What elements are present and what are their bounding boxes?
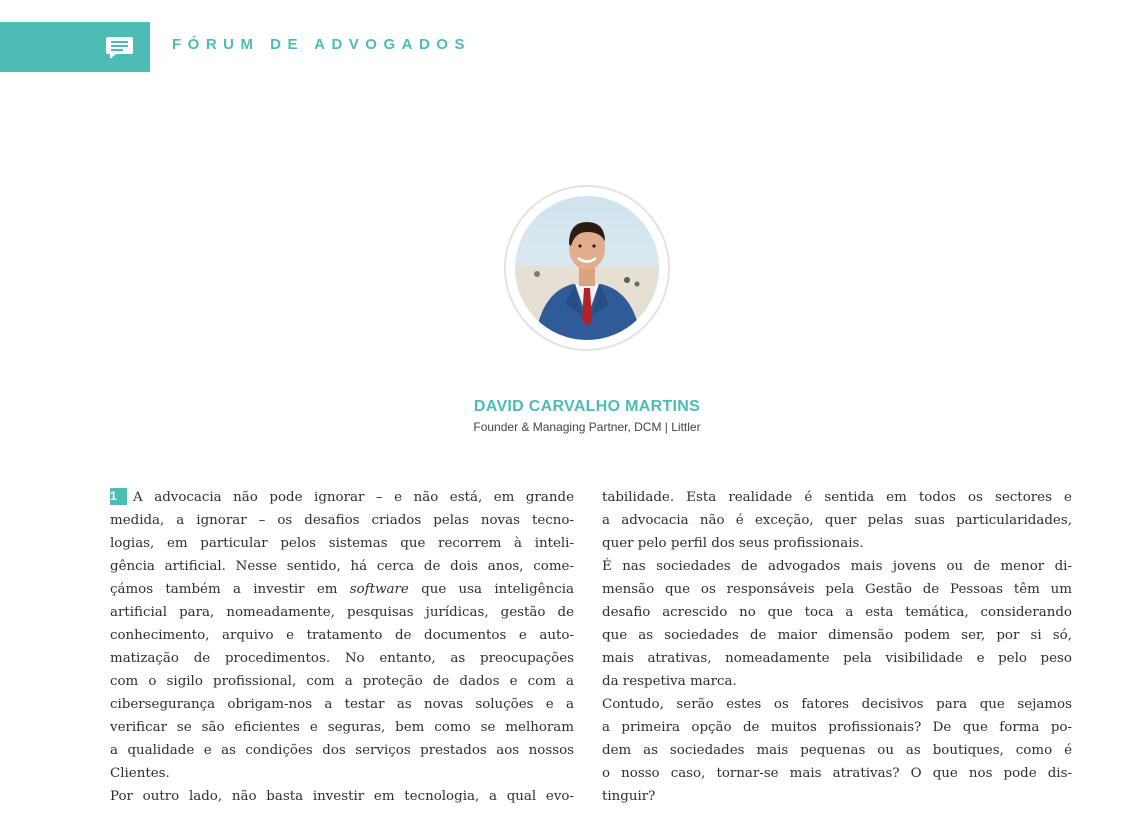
question-number-badge: 1 bbox=[110, 488, 127, 505]
text-line: artificial para, nomeadamente, pesquisas jurídicas, gestão de bbox=[110, 605, 574, 620]
article-column-right bbox=[602, 486, 1072, 808]
text-line: logias, em particular pelos sistemas que recorrem à inteli- bbox=[110, 536, 574, 551]
author-byline bbox=[0, 398, 1142, 434]
article-column-left bbox=[110, 486, 574, 808]
section-title: FÓRUM DE ADVOGADOS bbox=[172, 36, 471, 53]
text-line: É nas sociedades de advogados mais jovens ou de menor di- bbox=[602, 559, 1072, 574]
text-line-content: A advocacia não pode ignorar – e não está, em grande bbox=[133, 490, 574, 505]
text-line bbox=[110, 578, 574, 601]
text-line bbox=[110, 486, 574, 509]
text-line: a primeira opção de muitos profissionais? De que forma po- bbox=[602, 720, 1072, 735]
author-photo bbox=[515, 196, 659, 340]
speech-bubble-icon bbox=[105, 35, 135, 61]
text-line: desafio acrescido no que toca a esta temática, considerando bbox=[602, 605, 1072, 620]
section-header-tab bbox=[0, 22, 150, 72]
text-line: tinguir? bbox=[602, 789, 656, 804]
text-line: Contudo, serão estes os fatores decisivos para que sejamos bbox=[602, 697, 1072, 712]
text-line: gência artificial. Nesse sentido, há cerca de dois anos, come- bbox=[110, 559, 574, 574]
text-line: o nosso caso, tornar-se mais atrativas? O que nos pode dis- bbox=[602, 766, 1072, 781]
text-line: a qualidade e as condições dos serviços prestados aos nossos bbox=[110, 743, 574, 758]
text-line: a advocacia não é exceção, quer pelas suas particularidades, bbox=[602, 513, 1072, 528]
italic-term: software bbox=[349, 582, 409, 597]
text-line: da respetiva marca. bbox=[602, 674, 737, 689]
text-fragment: çámos também a investir em bbox=[110, 582, 350, 597]
text-line: verificar se são eficientes e seguras, bem como se melhoram bbox=[110, 720, 574, 735]
text-line: Clientes. bbox=[110, 766, 170, 781]
text-line: mensão que os responsáveis pela Gestão de Pessoas têm um bbox=[602, 582, 1072, 597]
text-fragment: que usa inteligência bbox=[408, 582, 574, 597]
text-line: medida, a ignorar – os desafios criados pelas novas tecno- bbox=[110, 513, 574, 528]
author-photo-frame bbox=[504, 185, 670, 351]
text-line: matização de procedimentos. No entanto, as preocupações bbox=[110, 651, 574, 666]
author-role: Founder & Managing Partner, DCM | Littler bbox=[473, 420, 701, 434]
text-line: dem as sociedades mais pequenas ou as boutiques, como é bbox=[602, 743, 1072, 758]
text-line: Por outro lado, não basta investir em tecnologia, a qual evo- bbox=[110, 789, 574, 804]
text-line: com o sigilo profissional, com a proteção de dados e com a bbox=[110, 674, 574, 689]
text-line: conhecimento, arquivo e tratamento de documentos e auto- bbox=[110, 628, 574, 643]
text-line: tabilidade. Esta realidade é sentida em todos os sectores e bbox=[602, 490, 1072, 505]
text-line: que as sociedades de maior dimensão podem ser, por si só, bbox=[602, 628, 1072, 643]
text-line: quer pelo perfil dos seus profissionais. bbox=[602, 536, 864, 551]
author-name: DAVID CARVALHO MARTINS bbox=[473, 398, 701, 415]
text-line: cibersegurança obrigam-nos a testar as novas soluções e a bbox=[110, 697, 574, 712]
text-line: mais atrativas, nomeadamente pela visibilidade e pelo peso bbox=[602, 651, 1072, 666]
